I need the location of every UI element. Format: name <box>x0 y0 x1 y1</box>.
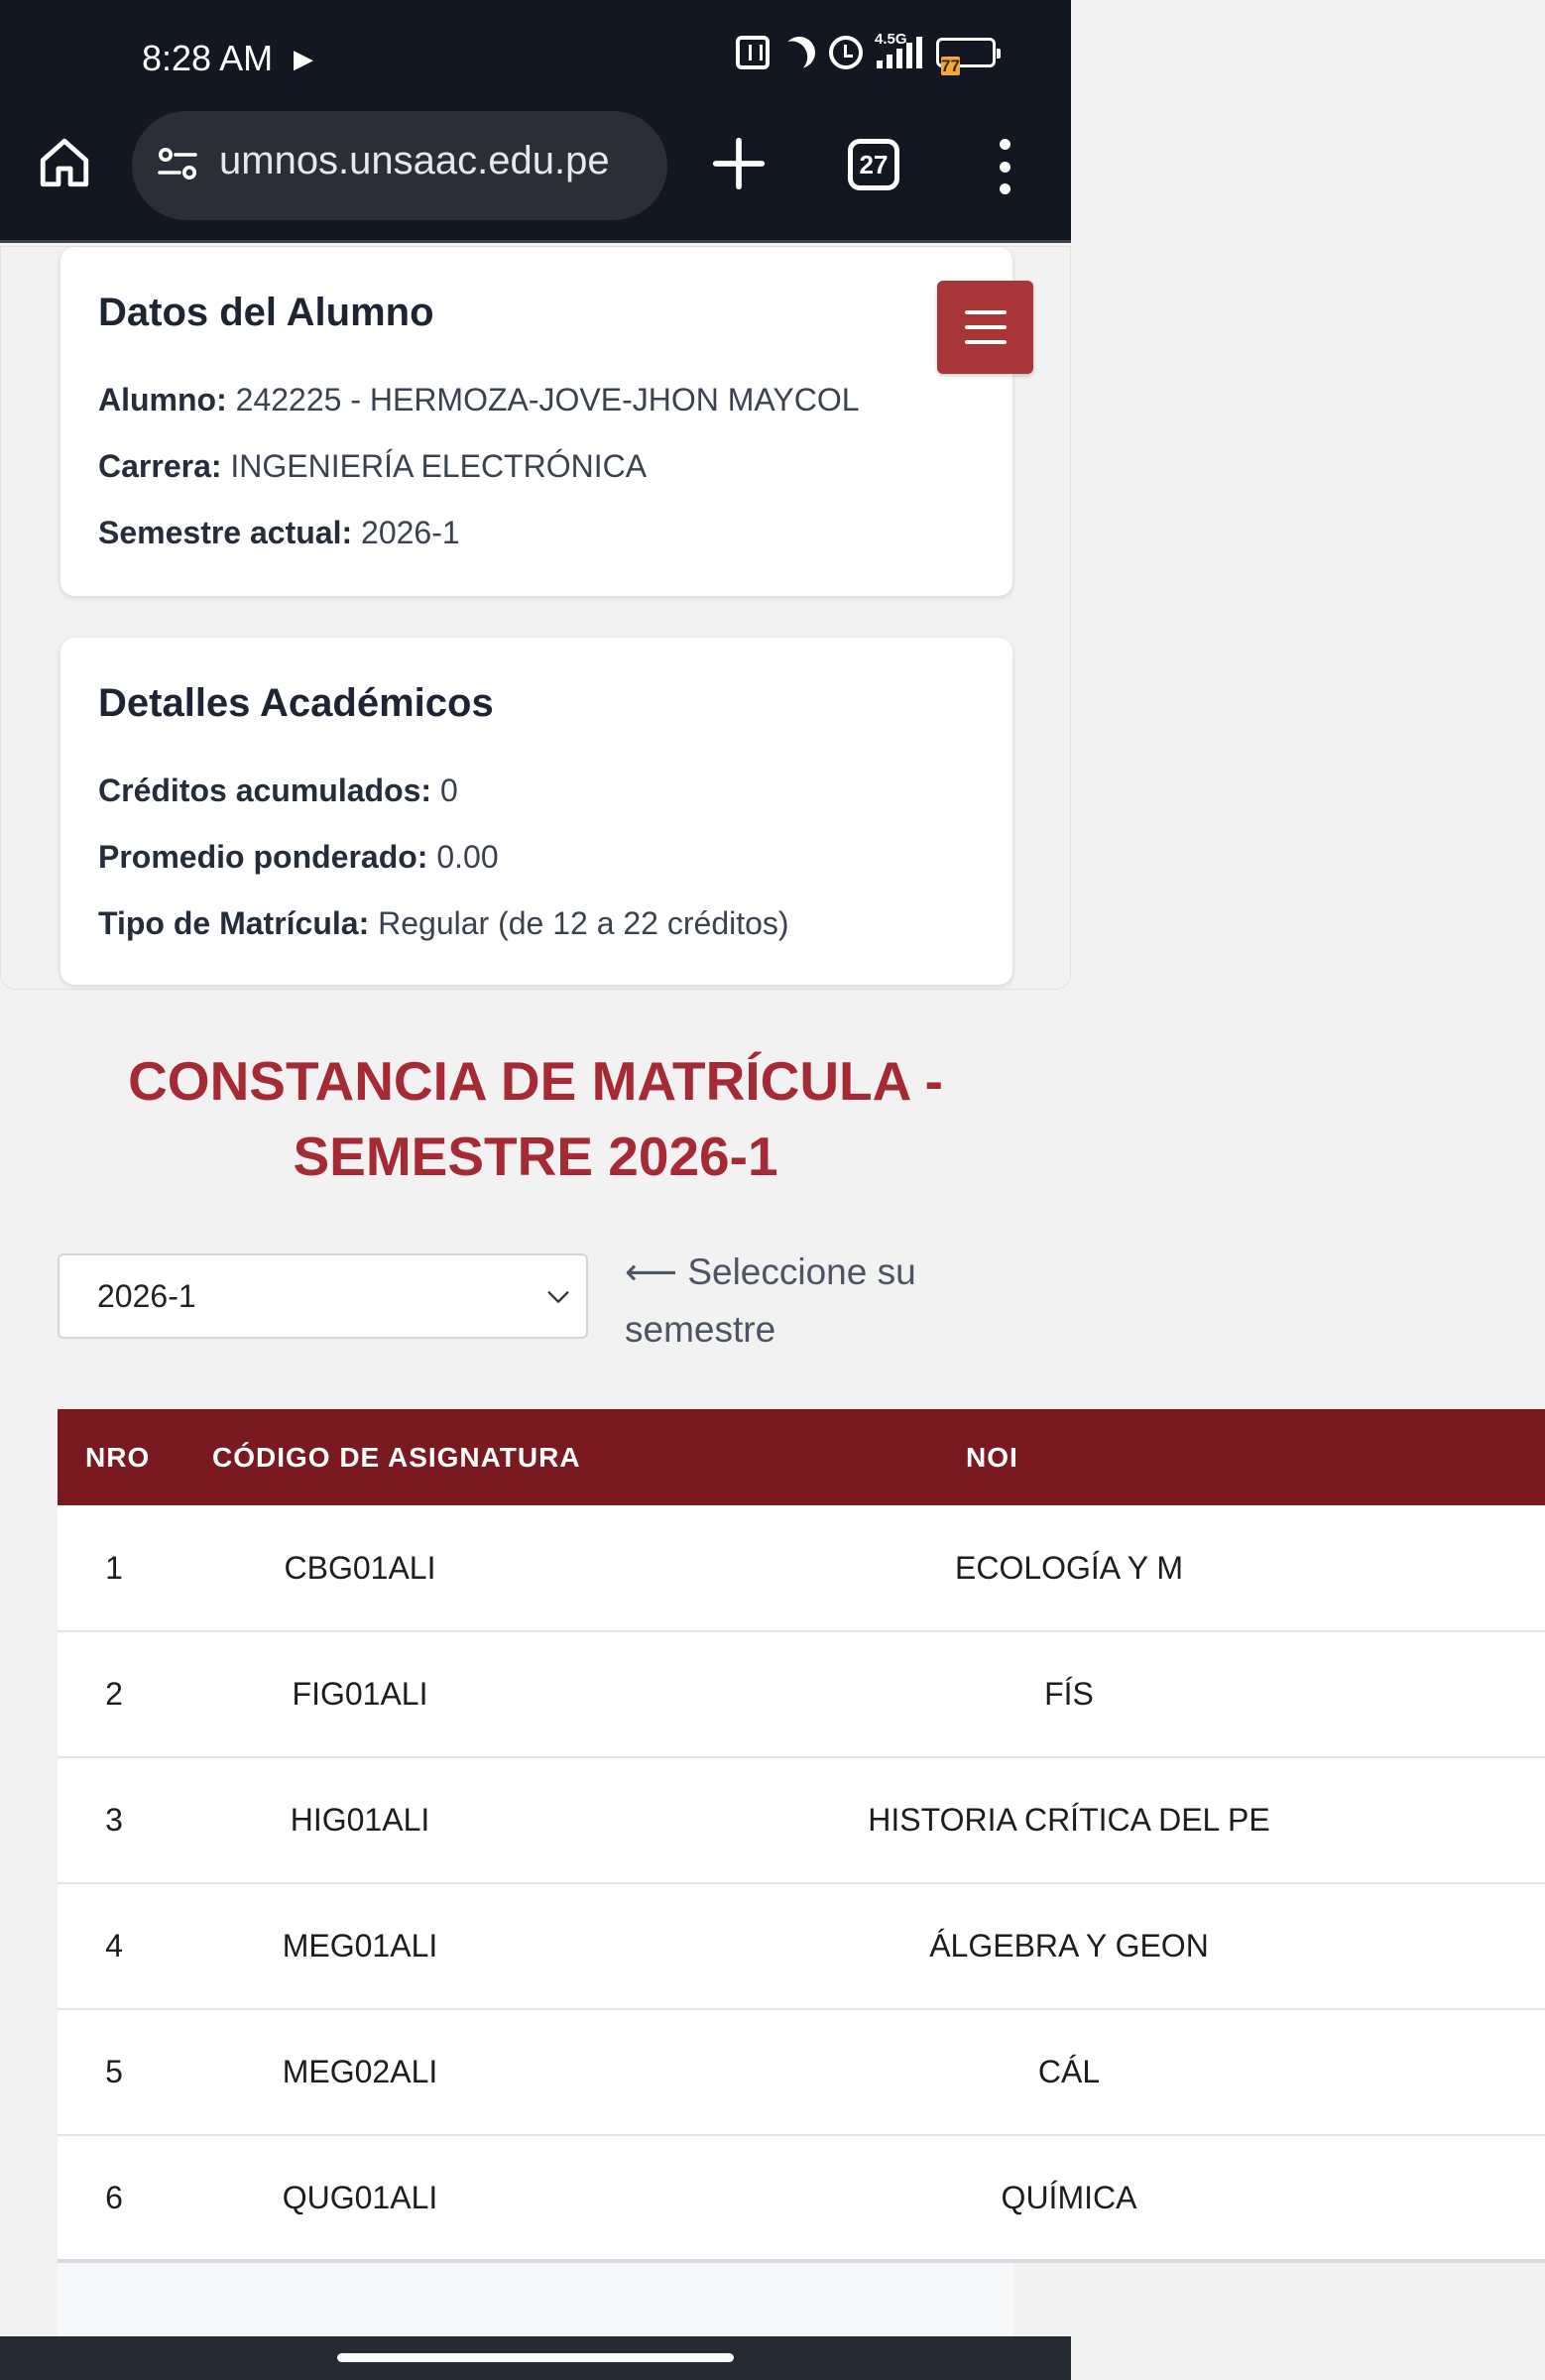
table-row <box>58 2009 1545 2135</box>
student-data-card <box>60 247 1012 596</box>
semester-select-value: 2026-1 <box>97 1278 196 1314</box>
url-bar[interactable] <box>132 111 667 220</box>
cell-name: FÍS <box>1044 1676 1094 1712</box>
enrollment-table-container[interactable] <box>58 1409 1270 2341</box>
play-icon: ▶ <box>294 44 313 73</box>
enrollment-value: Regular (de 12 a 22 créditos) <box>378 905 789 941</box>
average-row <box>98 839 499 876</box>
alarm-icon <box>829 36 863 69</box>
browser-toolbar <box>0 111 1071 243</box>
table-header-row <box>58 1409 1545 1505</box>
page-content <box>0 246 1270 2330</box>
nfc-icon <box>736 36 770 69</box>
moon-icon <box>777 31 821 74</box>
gesture-nav-bar <box>0 2336 1071 2380</box>
cell-name: HISTORIA CRÍTICA DEL PE <box>868 1802 1270 1838</box>
cell-code: HIG01ALI <box>290 1802 430 1838</box>
header-name: NOI <box>966 1441 1018 1473</box>
chevron-down-icon <box>544 1283 572 1311</box>
average-label: Promedio ponderado: <box>98 839 428 875</box>
battery-level: 77 <box>941 57 960 75</box>
academic-card-title: Detalles Académicos <box>98 681 494 725</box>
cell-name: ECOLOGÍA Y M <box>954 1549 1183 1586</box>
cell-name: ÁLGEBRA Y GEON <box>929 1928 1209 1964</box>
hamburger-menu-button[interactable] <box>937 281 1033 374</box>
academic-details-card <box>60 638 1012 985</box>
home-icon[interactable] <box>36 133 93 192</box>
student-value: 242225 - HERMOZA-JOVE-JHON MAYCOL <box>235 382 860 417</box>
semester-value: 2026-1 <box>361 515 460 550</box>
career-row <box>98 448 647 485</box>
cell-code: MEG02ALI <box>282 2054 438 2089</box>
cell-name: QUÍMICA <box>1001 2179 1137 2215</box>
average-value: 0.00 <box>436 839 499 875</box>
semester-select-hint: ⟵ Seleccione su semestre <box>625 1251 916 1350</box>
status-time: 8:28 AM <box>142 38 274 78</box>
table-row <box>58 2135 1545 2261</box>
credits-label: Créditos acumulados: <box>98 773 432 808</box>
signal-icon <box>875 31 922 68</box>
cell-nro: 6 <box>105 2179 123 2215</box>
cell-code: QUG01ALI <box>282 2179 438 2215</box>
cell-nro: 2 <box>105 1676 123 1712</box>
enrollment-row <box>98 905 789 942</box>
site-info-icon[interactable] <box>154 141 201 188</box>
battery-icon <box>936 38 996 75</box>
credits-value: 0 <box>439 773 458 808</box>
enrollment-table <box>58 1409 1545 2263</box>
table-row <box>58 1757 1545 1883</box>
cell-name: CÁL <box>1037 2054 1101 2089</box>
cell-code: CBG01ALI <box>284 1549 436 1586</box>
page-title-line1: CONSTANCIA DE MATRÍCULA - <box>128 1050 943 1112</box>
semester-label: Semestre actual: <box>98 515 353 550</box>
header-nro: NRO <box>85 1441 151 1473</box>
semester-select[interactable] <box>58 1253 588 1339</box>
student-card-title: Datos del Alumno <box>98 291 434 334</box>
more-vert-icon[interactable] <box>992 139 1017 194</box>
cell-nro: 1 <box>105 1549 123 1586</box>
url-text[interactable]: umnos.unsaac.edu.pe <box>219 139 610 182</box>
semester-row <box>98 515 460 551</box>
status-icons <box>736 31 996 75</box>
cell-nro: 3 <box>105 1802 123 1838</box>
network-type: 4.5G <box>875 31 907 48</box>
table-row <box>58 1631 1545 1757</box>
cell-code: FIG01ALI <box>292 1676 428 1712</box>
career-label: Carrera: <box>98 448 222 484</box>
cell-nro: 4 <box>105 1928 123 1964</box>
cell-code: MEG01ALI <box>282 1928 438 1964</box>
table-row <box>58 1505 1545 1631</box>
tabs-icon[interactable]: 27 <box>848 139 899 190</box>
plus-icon[interactable] <box>708 133 770 194</box>
page-title <box>0 1043 1071 1194</box>
career-value: INGENIERÍA ELECTRÓNICA <box>230 448 648 484</box>
page-title-line2: SEMESTRE 2026-1 <box>293 1126 778 1187</box>
student-label: Alumno: <box>98 382 227 417</box>
enrollment-label: Tipo de Matrícula: <box>98 905 370 941</box>
table-row <box>58 1883 1545 2009</box>
home-gesture-handle[interactable] <box>337 2353 734 2362</box>
profile-panel <box>0 246 1071 990</box>
header-code: CÓDIGO DE ASIGNATURA <box>212 1441 581 1473</box>
credits-row <box>98 773 458 809</box>
status-bar <box>0 0 1071 111</box>
cell-nro: 5 <box>105 2054 123 2089</box>
student-row <box>98 382 860 418</box>
